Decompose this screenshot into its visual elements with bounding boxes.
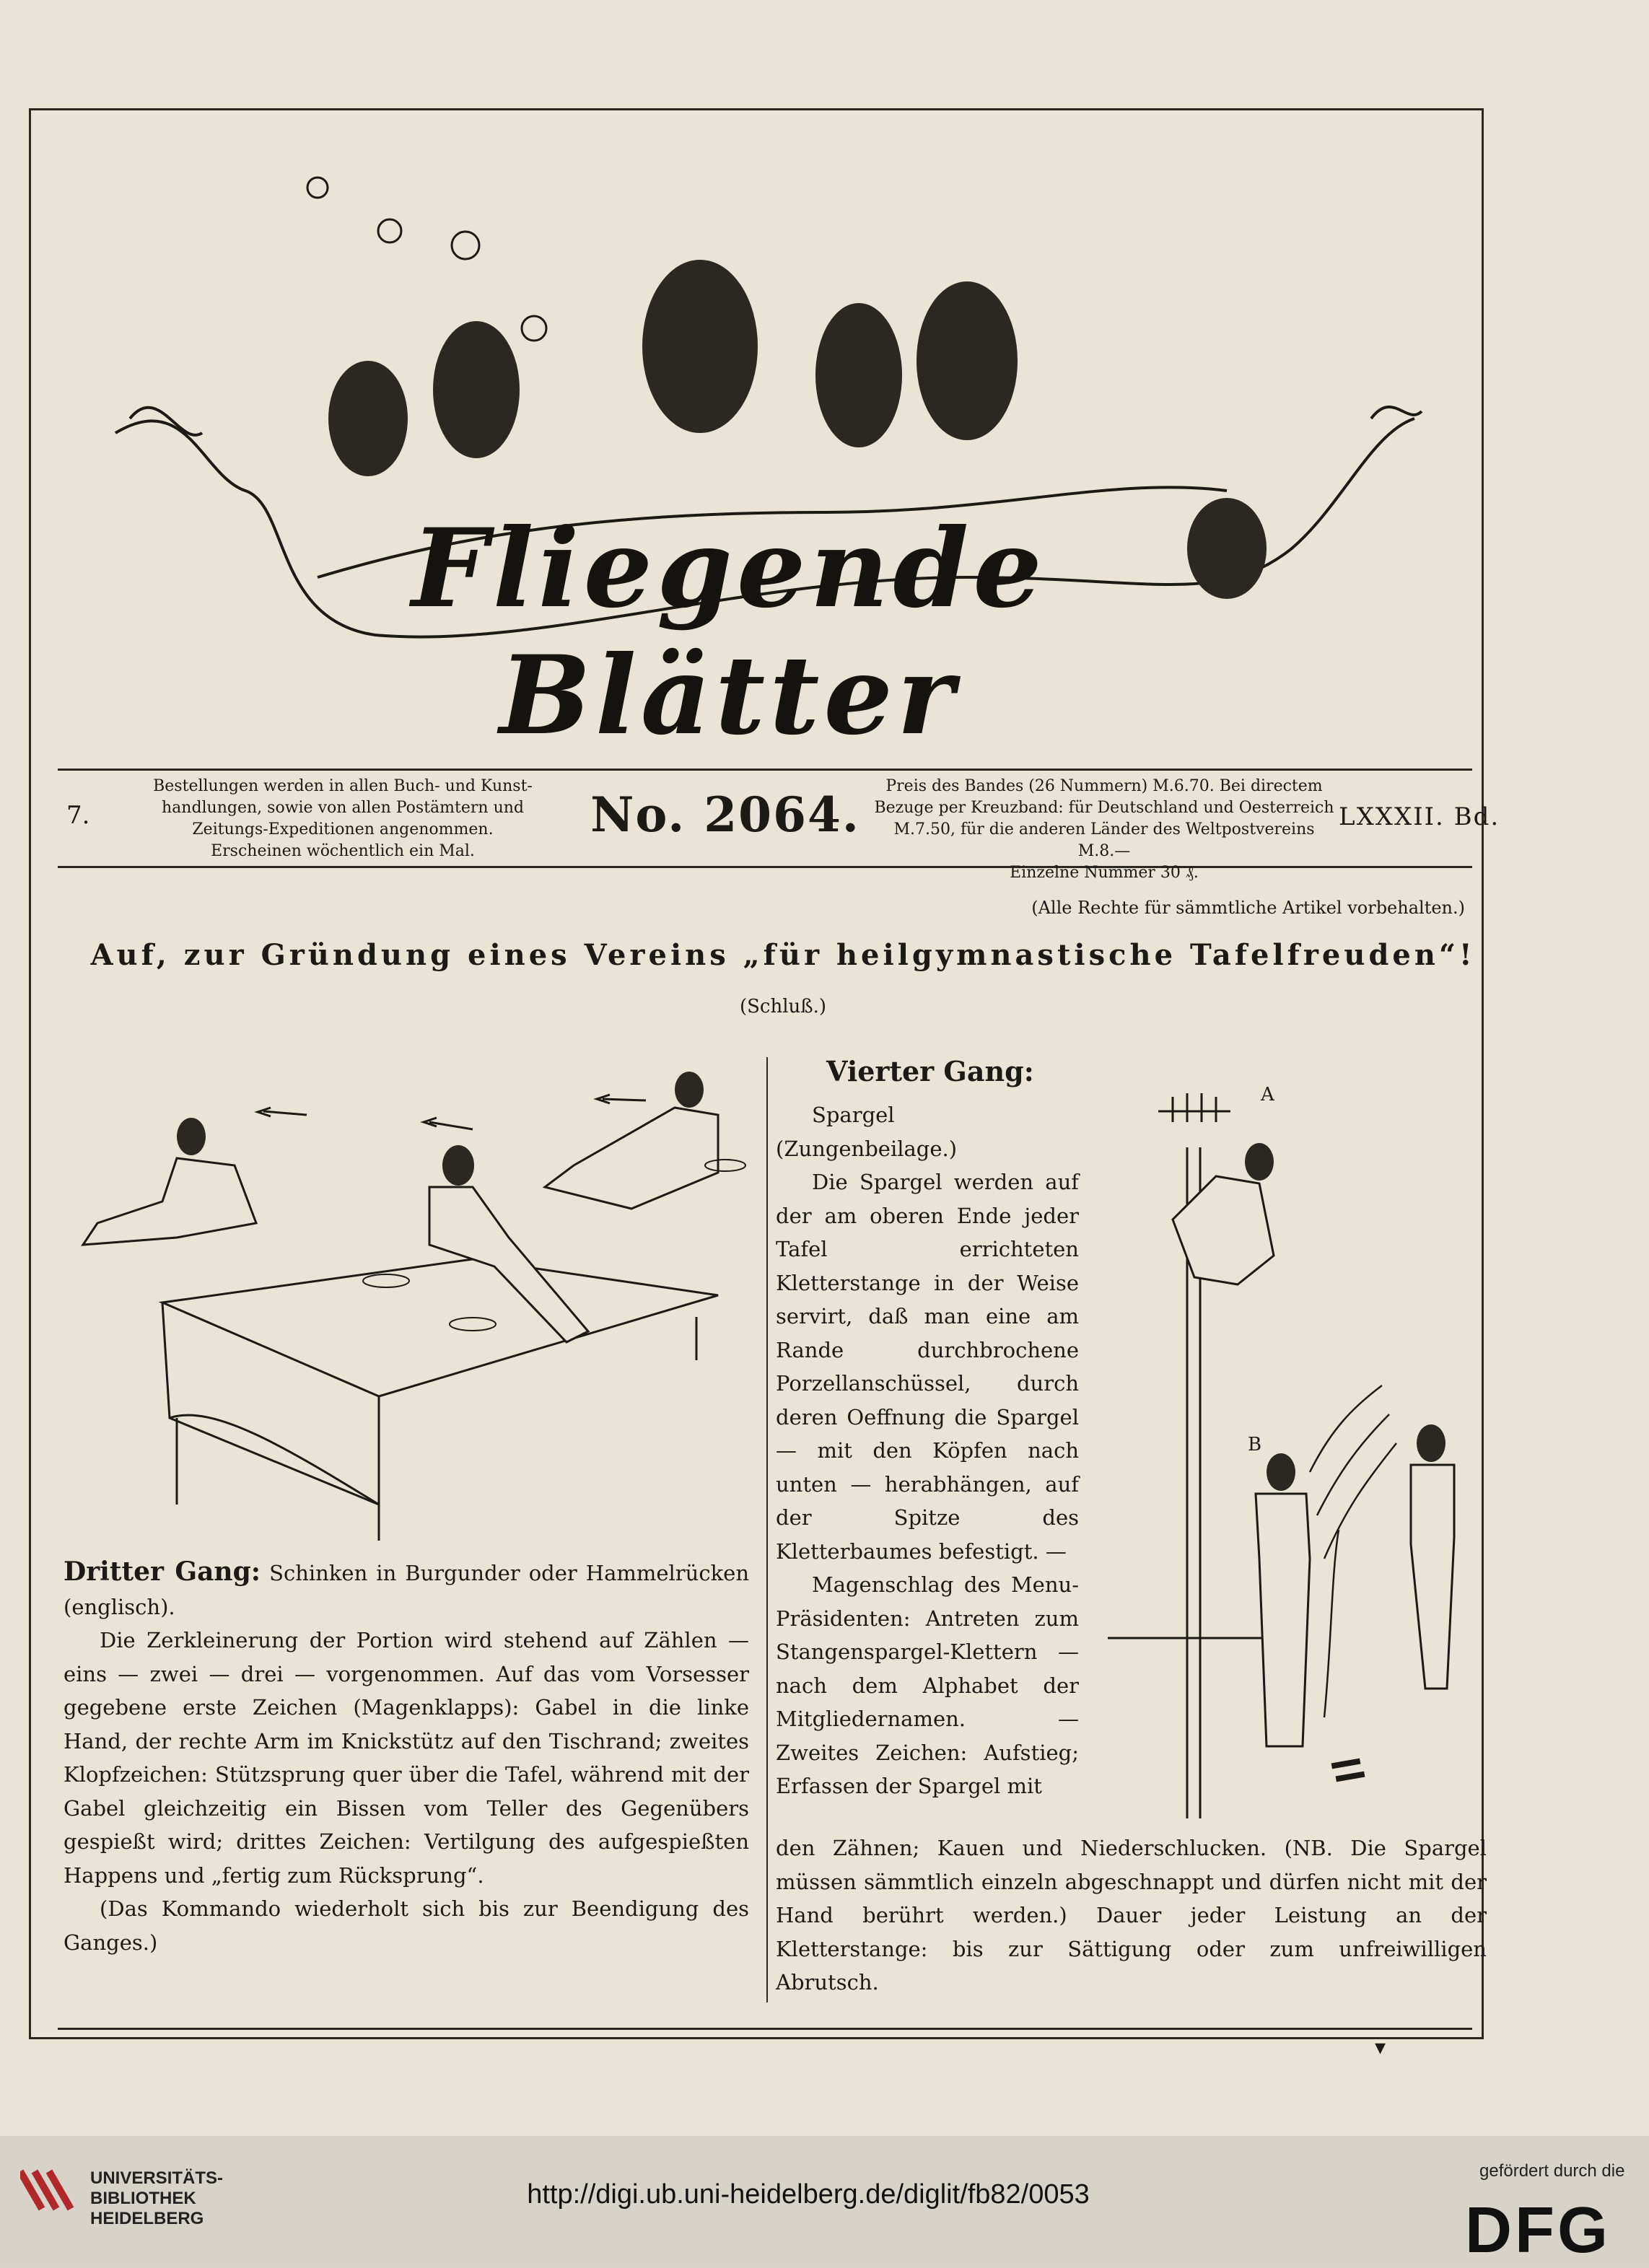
third-course-dish: Schinken in Burgunder oder Hammelrücken (englisch). — [64, 1561, 750, 1619]
fourth-course-dish: Spargel (Zungenbeilage.) — [776, 1103, 958, 1161]
section-heading-fourth-course: Vierter Gang: — [826, 1055, 1034, 1087]
library-name — [90, 2168, 223, 2229]
price-notice — [873, 776, 1335, 884]
masthead-title: Fliegende Blätter — [411, 505, 1046, 759]
article-subtitle: (Schluß.) — [739, 996, 827, 1017]
left-column-text — [64, 1555, 749, 1959]
volume-number: LXXXII. Bd. — [1339, 802, 1500, 831]
column-divider — [766, 1057, 768, 2002]
funding-caption: gefördert durch die — [1479, 2161, 1625, 2181]
notice-line: Erscheinen wöchentlich ein Mal. — [211, 842, 475, 860]
price-line: Einzelne Nummer 30 ₰. — [1010, 864, 1199, 882]
fourth-course-paragraph: Die Spargel werden auf der am oberen Ende jeder Tafel errichteten Kletterstange in der Weise servirt, daß man eine am Rande durchbrochene Porzellanschüssel, durch deren Oeffnung die Spargel — mit den Köpfen nach unten — herabhängen, auf der Spitze des Kletterbaumes befestigt. — — [776, 1170, 1079, 1564]
section-heading-third-course: Dritter Gang: — [64, 1556, 261, 1587]
price-line: Bezuge per Kreuzband: für Deutschland und Oesterreich — [874, 799, 1334, 817]
right-column-text-wide — [776, 1831, 1487, 2000]
library-name-line: HEIDELBERG — [90, 2209, 204, 2228]
price-line: M.7.50, für die anderen Länder des Weltpostvereins M.8.— — [893, 820, 1315, 860]
library-name-line: BIBLIOTHEK — [90, 2189, 196, 2208]
notice-line: Bestellungen werden in allen Buch- und Kunst- — [153, 777, 533, 795]
table-vaulting-illustration — [69, 1057, 754, 1548]
climbing-pole-illustration — [1093, 1068, 1483, 1826]
dfg-logo: DFG — [1465, 2194, 1611, 2267]
issue-bar-top-rule — [58, 769, 1472, 771]
price-line: Preis des Bandes (26 Nummern) M.6.70. Bei directem — [885, 777, 1323, 795]
library-name-line: UNIVERSITÄTS- — [90, 2168, 224, 2188]
article-title: Auf, zur Gründung eines Vereins „für heilgymnastische Tafelfreuden“! — [90, 938, 1476, 972]
right-column-text-narrow — [776, 1098, 1079, 1803]
notice-line: Zeitungs-Expeditionen angenommen. — [192, 820, 494, 839]
figure-label-b: B — [1248, 1434, 1262, 1455]
third-course-paragraph: Die Zerkleinerung der Portion wird stehend auf Zählen — eins — zwei — drei — vorgenommen. Auf das vom Vorsesser gegebene erste Zeichen (Magenklapps): Gabel in die linke Hand, der rechte Arm im Knickstütz auf den Tischrand; zweites Klopfzeichen: Stützsprung quer über die Tafel, während mit der Gabel gleichzeitig ein Bissen vom Teller des Gegenübers gespießt wird; drittes Zeichen: Vertilgung des aufgespießten Happens und „fertig zum Rücksprung“. — [64, 1628, 749, 1888]
bottom-page-rule — [58, 2028, 1472, 2030]
figure-label-a: A — [1261, 1084, 1274, 1105]
ub-logo-icon — [20, 2161, 85, 2219]
fourth-course-command: Magenschlag des Menu-Präsidenten: Antreten zum Stangenspargel-Klettern — nach dem Alphabet der Mitgliedernamen. — Zweites Zeichen: Aufstieg; Erfassen der Spargel mit — [776, 1572, 1079, 1798]
ordering-notice — [108, 776, 577, 862]
permalink-url[interactable]: http://digi.ub.uni-heidelberg.de/diglit/fb82/0053 — [527, 2179, 1090, 2210]
fourth-course-command-cont: den Zähnen; Kauen und Niederschlucken. (NB. Die Spargel müssen sämmtlich einzeln abgeschnappt und dürfen nicht mit der Hand berührt werden.) Dauer jeder Leistung an der Kletterstange: bis zur Sättigung oder zum unfreiwilligen Abrutsch. — [776, 1836, 1487, 1995]
third-course-note: (Das Kommando wiederholt sich bis zur Beendigung des Ganges.) — [64, 1896, 749, 1955]
rights-notice: (Alle Rechte für sämmtliche Artikel vorbehalten.) — [1031, 898, 1465, 918]
notice-line: handlungen, sowie von allen Postämtern und — [161, 799, 524, 817]
signature-mark: ▾ — [1375, 2035, 1386, 2060]
issue-number: 7. — [66, 801, 90, 830]
issue-nro: No. 2064. — [590, 787, 860, 843]
